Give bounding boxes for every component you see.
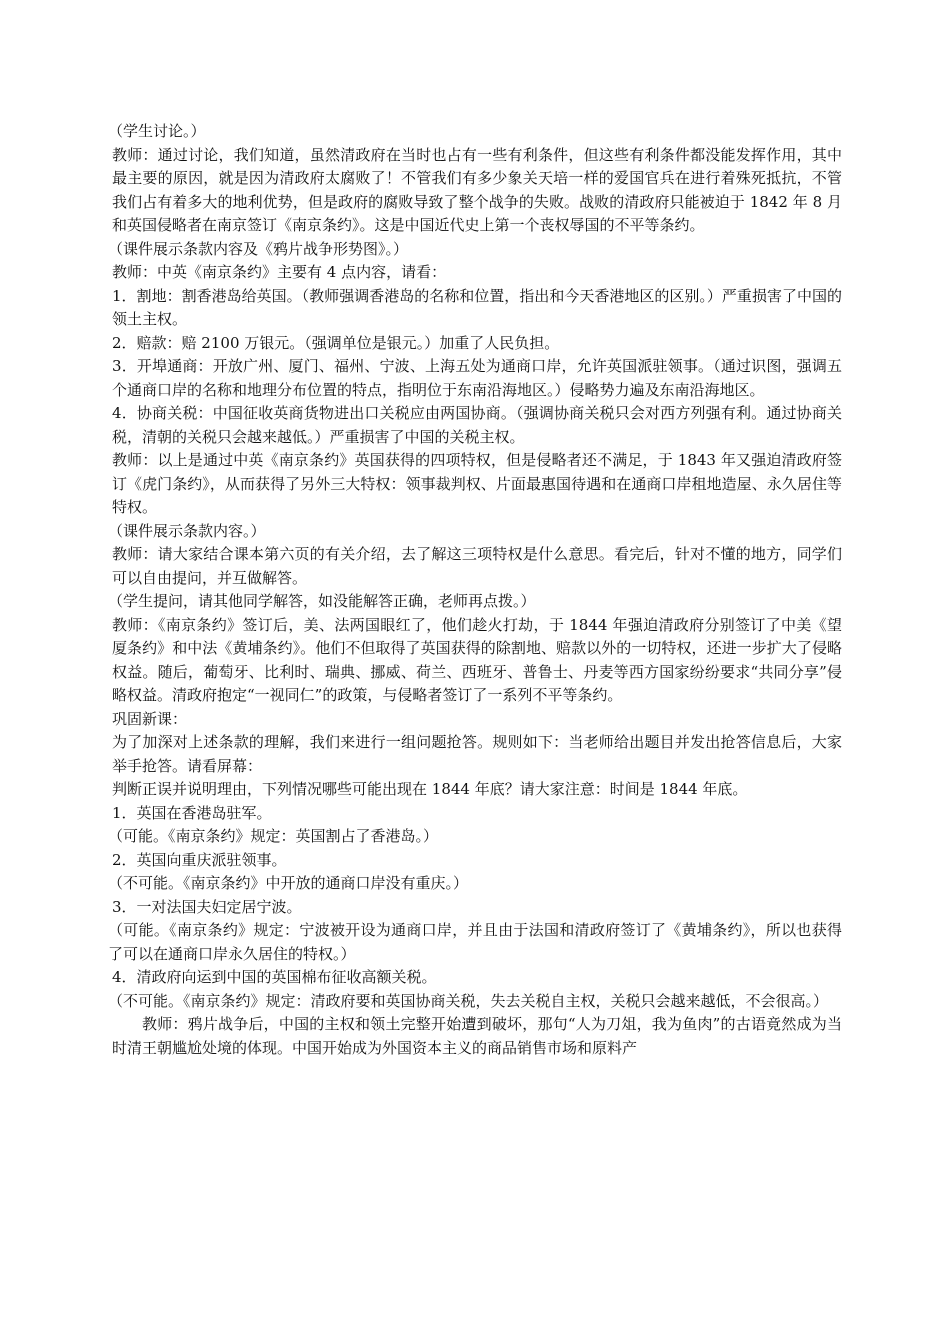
quiz-question-3: 3．一对法国夫妇定居宁波。 <box>112 897 302 916</box>
student-discussion-note: （学生讨论。） <box>108 122 206 140</box>
treaty-item-indemnity: 2．赔款：赔 2100 万银元。（强调单位是银元。）加重了人民负担。 <box>112 333 560 352</box>
teacher-paragraph-defeat: 教师：通过讨论，我们知道，虽然清政府在当时也占有一些有利条件，但这些有利条件都没能发挥作用，其中最主要的原因，就是因为清政府太腐败了！不管我们有多少象关天培一样的爱国官兵在进行着殊死抵抗，不管我们占有着多大的地利优势，但是政府的腐败导致了整个战争的失败。战败的清政府只能被迫于 1842 年 8 月和英国侵略者在南京签订《南京条约》。这是中国近代史上第一个丧权辱国的不平等条约。 <box>112 145 842 234</box>
student-question-note: （学生提问，请其他同学解答，如没能解答正确，老师再点拨。） <box>108 592 536 610</box>
teacher-paragraph-humen: 教师：以上是通过中英《南京条约》英国获得的四项特权，但是侵略者还不满足，于 1843 年又强迫清政府签订《虎门条约》，从而获得了另外三大特权：领事裁判权、片面最惠国待遇和在通商口岸租地造屋、永久居住等特权。 <box>112 451 842 516</box>
teacher-paragraph-intro: 教师：中英《南京条约》主要有 4 点内容，请看： <box>112 263 447 281</box>
quiz-rules: 为了加深对上述条款的理解，我们来进行一组问题抢答。规则如下：当老师给出题目并发出抢答信息后，大家举手抢答。请看屏幕： <box>112 733 842 775</box>
treaty-item-ports: 3．开埠通商：开放广州、厦门、福州、宁波、上海五处为通商口岸，允许英国派驻领事。（通过识图，强调五个通商口岸的名称和地理分布位置的特点，指明位于东南沿海地区。）侵略势力遍及东南沿海地区。 <box>112 357 842 399</box>
courseware-note-map: （课件展示条款内容及《鸦片战争形势图》。） <box>108 239 409 258</box>
quiz-prompt: 判断正误并说明理由，下列情况哪些可能出现在 1844 年底？请大家注意：时间是 1844 年底。 <box>112 780 748 798</box>
teacher-paragraph-textbook: 教师：请大家结合课本第六页的有关介绍，去了解这三项特权是什么意思。看完后，针对不懂的地方，同学们可以自由提问，并互做解答。 <box>112 545 842 587</box>
section-heading-consolidate: 巩固新课： <box>112 709 188 728</box>
teacher-paragraph-treaties: 教师：《南京条约》签订后，美、法两国眼红了，他们趁火打劫，于 1844 年强迫清政府分别签订了中美《望厦条约》和中法《黄埔条约》。他们不但取得了英国获得的除割地、赔款以外的一切特权，还进一步扩大了侵略权益。随后，葡萄牙、比利时、瑞典、挪威、荷兰、西班牙、普鲁士、丹麦等西方国家纷纷要求“共同分享”侵略权益。清政府抱定“一视同仁”的政策，与侵略者签订了一系列不平等条约。 <box>112 615 842 704</box>
quiz-answer-2: （不可能。《南京条约》中开放的通商口岸没有重庆。） <box>108 874 469 892</box>
quiz-answer-3: （可能。《南京条约》规定：宁波被开设为通商口岸，并且由于法国和清政府签订了《黄埔条约》，所以也获得了可以在通商口岸永久居住的特权。） <box>108 921 842 963</box>
quiz-question-2: 2．英国向重庆派驻领事。 <box>112 850 287 869</box>
quiz-answer-4: （不可能。《南京条约》规定：清政府要和英国协商关税，失去关税自主权，关税只会越来越低，不会很高。） <box>108 991 829 1010</box>
courseware-note-terms: （课件展示条款内容。） <box>108 521 266 540</box>
treaty-item-tariff: 4．协商关税：中国征收英商货物进出口关税应由两国协商。（强调协商关税只会对西方列强有利。通过协商关税，清朝的关税只会越来越低。）严重损害了中国的关税主权。 <box>112 404 842 446</box>
quiz-answer-1: （可能。《南京条约》规定：英国割占了香港岛。） <box>108 827 439 845</box>
treaty-item-cession: 1．割地：割香港岛给英国。（教师强调香港岛的名称和位置，指出和今天香港地区的区别。）严重损害了中国的领土主权。 <box>112 286 842 328</box>
quiz-question-1: 1．英国在香港岛驻军。 <box>112 803 272 822</box>
teacher-paragraph-conclusion: 教师：鸦片战争后，中国的主权和领土完整开始遭到破坏，那句“人为刀俎，我为鱼肉”的古语竟然成为当时清王朝尴尬处境的体现。中国开始成为外国资本主义的商品销售市场和原料产 <box>112 1015 842 1057</box>
quiz-question-4: 4．清政府向运到中国的英国棉布征收高额关税。 <box>112 968 437 986</box>
document-body <box>108 120 842 1060</box>
